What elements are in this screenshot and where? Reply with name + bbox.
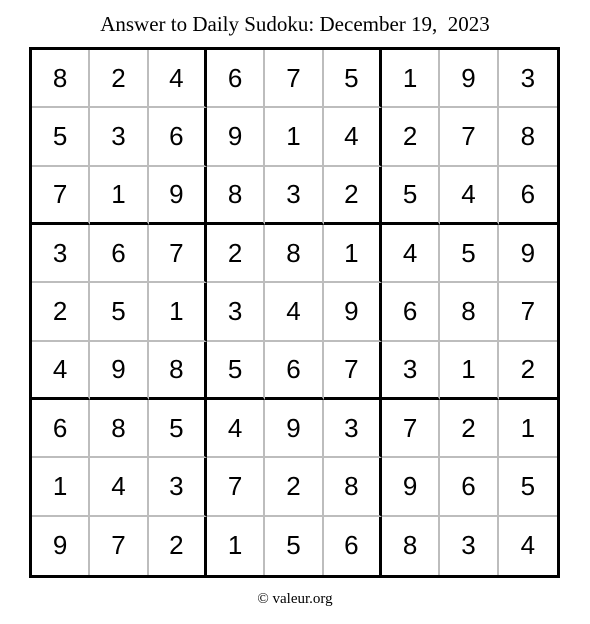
sudoku-cell-r8-c1: 1 <box>32 458 90 516</box>
sudoku-cell-r9-c8: 3 <box>440 517 498 575</box>
sudoku-cell-r3-c1: 7 <box>32 167 90 225</box>
sudoku-cell-r3-c3: 9 <box>149 167 207 225</box>
sudoku-cell-r2-c6: 4 <box>324 108 382 166</box>
sudoku-cell-r6-c1: 4 <box>32 342 90 400</box>
sudoku-cell-r4-c2: 6 <box>90 225 148 283</box>
sudoku-cell-r2-c3: 6 <box>149 108 207 166</box>
sudoku-cell-r7-c3: 5 <box>149 400 207 458</box>
sudoku-cell-r8-c3: 3 <box>149 458 207 516</box>
sudoku-cell-r4-c1: 3 <box>32 225 90 283</box>
sudoku-cell-r2-c4: 9 <box>207 108 265 166</box>
sudoku-cell-r1-c3: 4 <box>149 50 207 108</box>
sudoku-cell-r4-c5: 8 <box>265 225 323 283</box>
sudoku-cell-r2-c1: 5 <box>32 108 90 166</box>
sudoku-cell-r8-c9: 5 <box>499 458 557 516</box>
sudoku-cell-r8-c5: 2 <box>265 458 323 516</box>
sudoku-cell-r3-c2: 1 <box>90 167 148 225</box>
sudoku-cell-r6-c2: 9 <box>90 342 148 400</box>
sudoku-cell-r8-c8: 6 <box>440 458 498 516</box>
sudoku-cell-r8-c2: 4 <box>90 458 148 516</box>
sudoku-cell-r5-c5: 4 <box>265 283 323 341</box>
sudoku-cell-r7-c6: 3 <box>324 400 382 458</box>
sudoku-cell-r6-c7: 3 <box>382 342 440 400</box>
sudoku-cell-r9-c7: 8 <box>382 517 440 575</box>
sudoku-cell-r8-c7: 9 <box>382 458 440 516</box>
sudoku-cell-r5-c3: 1 <box>149 283 207 341</box>
sudoku-cell-r2-c9: 8 <box>499 108 557 166</box>
sudoku-cell-r1-c2: 2 <box>90 50 148 108</box>
sudoku-cell-r5-c6: 9 <box>324 283 382 341</box>
sudoku-cell-r8-c4: 7 <box>207 458 265 516</box>
sudoku-cell-r5-c9: 7 <box>499 283 557 341</box>
sudoku-cell-r9-c6: 6 <box>324 517 382 575</box>
sudoku-cell-r6-c8: 1 <box>440 342 498 400</box>
sudoku-cell-r3-c5: 3 <box>265 167 323 225</box>
sudoku-cell-r6-c6: 7 <box>324 342 382 400</box>
sudoku-cell-r2-c7: 2 <box>382 108 440 166</box>
sudoku-cell-r5-c2: 5 <box>90 283 148 341</box>
sudoku-cell-r3-c9: 6 <box>499 167 557 225</box>
sudoku-cell-r7-c8: 2 <box>440 400 498 458</box>
sudoku-cell-r7-c5: 9 <box>265 400 323 458</box>
sudoku-cell-r2-c5: 1 <box>265 108 323 166</box>
sudoku-cell-r4-c7: 4 <box>382 225 440 283</box>
sudoku-cell-r7-c4: 4 <box>207 400 265 458</box>
sudoku-cell-r1-c8: 9 <box>440 50 498 108</box>
sudoku-cell-r1-c7: 1 <box>382 50 440 108</box>
sudoku-board <box>29 47 560 578</box>
sudoku-cell-r1-c9: 3 <box>499 50 557 108</box>
copyright-footer: © valeur.org <box>257 591 333 607</box>
sudoku-cell-r4-c8: 5 <box>440 225 498 283</box>
sudoku-cell-r1-c1: 8 <box>32 50 90 108</box>
sudoku-cell-r3-c8: 4 <box>440 167 498 225</box>
sudoku-cell-r8-c6: 8 <box>324 458 382 516</box>
sudoku-cell-r9-c3: 2 <box>149 517 207 575</box>
sudoku-cell-r7-c7: 7 <box>382 400 440 458</box>
sudoku-cell-r3-c4: 8 <box>207 167 265 225</box>
sudoku-cell-r7-c9: 1 <box>499 400 557 458</box>
sudoku-cell-r1-c6: 5 <box>324 50 382 108</box>
sudoku-cell-r9-c5: 5 <box>265 517 323 575</box>
sudoku-cell-r9-c1: 9 <box>32 517 90 575</box>
sudoku-cell-r4-c3: 7 <box>149 225 207 283</box>
sudoku-cell-r4-c6: 1 <box>324 225 382 283</box>
page-title: Answer to Daily Sudoku: December 19, 2023 <box>100 12 490 36</box>
sudoku-cell-r6-c5: 6 <box>265 342 323 400</box>
sudoku-cell-r5-c1: 2 <box>32 283 90 341</box>
sudoku-cell-r9-c2: 7 <box>90 517 148 575</box>
sudoku-cell-r9-c4: 1 <box>207 517 265 575</box>
sudoku-cell-r6-c4: 5 <box>207 342 265 400</box>
sudoku-cell-r2-c8: 7 <box>440 108 498 166</box>
sudoku-cell-r2-c2: 3 <box>90 108 148 166</box>
sudoku-cell-r7-c2: 8 <box>90 400 148 458</box>
sudoku-cell-r4-c4: 2 <box>207 225 265 283</box>
sudoku-cell-r6-c9: 2 <box>499 342 557 400</box>
sudoku-cell-r5-c8: 8 <box>440 283 498 341</box>
sudoku-cell-r1-c5: 7 <box>265 50 323 108</box>
sudoku-cell-r9-c9: 4 <box>520 530 536 561</box>
sudoku-cell-r6-c3: 8 <box>149 342 207 400</box>
sudoku-cell-r1-c4: 6 <box>207 50 265 108</box>
sudoku-cell-r7-c1: 6 <box>32 400 90 458</box>
sudoku-cell-r3-c6: 2 <box>324 167 382 225</box>
sudoku-cell-r4-c9: 9 <box>499 225 557 283</box>
sudoku-cell-r5-c7: 6 <box>382 283 440 341</box>
sudoku-cell-r3-c7: 5 <box>382 167 440 225</box>
sudoku-cell-r5-c4: 3 <box>207 283 265 341</box>
